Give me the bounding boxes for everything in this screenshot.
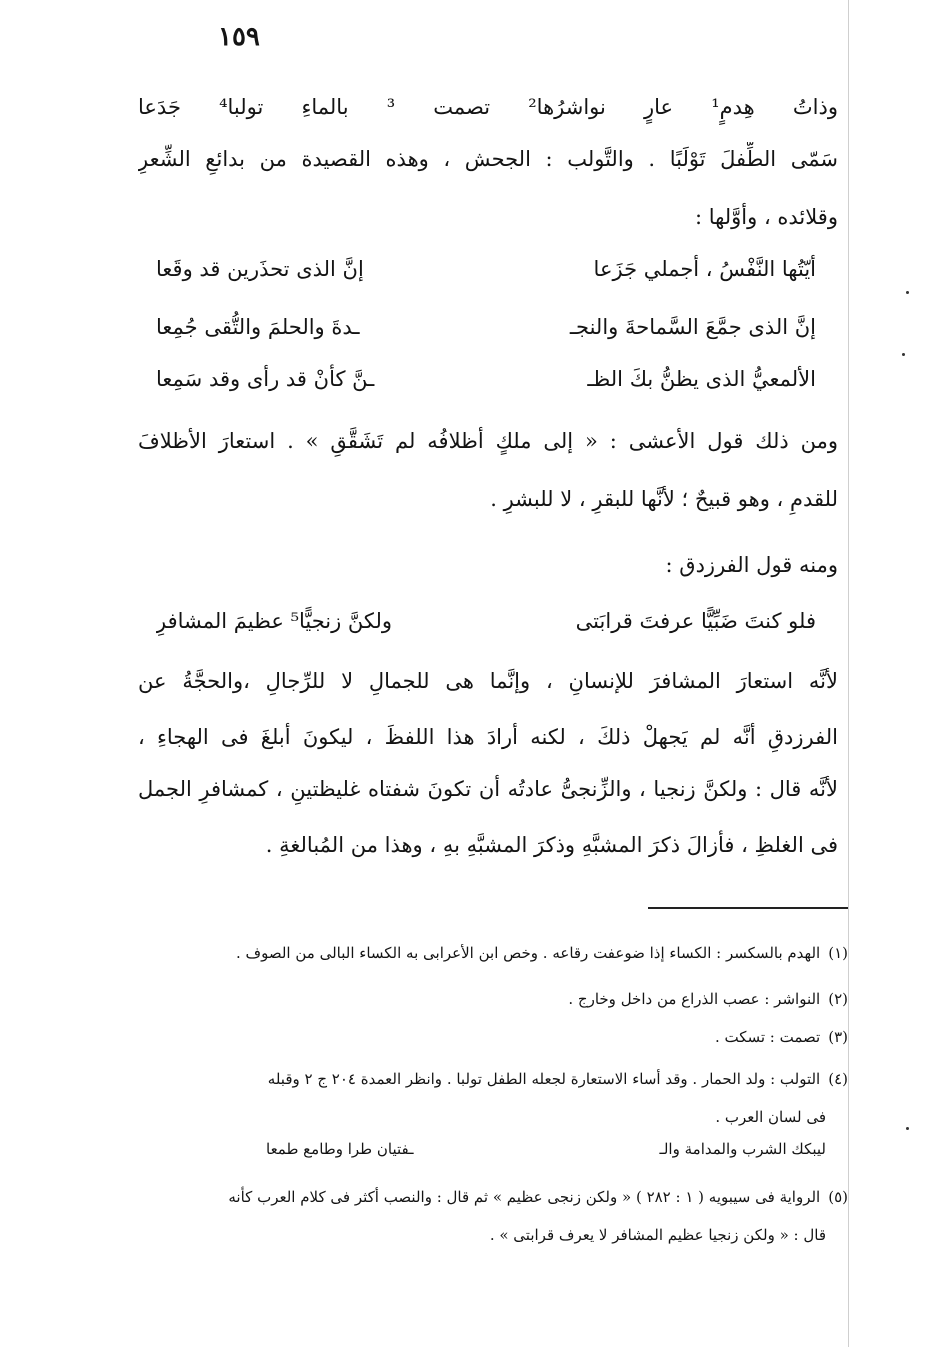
body-line: ومن ذلك قول الأعشى : « إلى ملكٍ أظلافُه لم تَشَقَّقِ » . استعارَ الأظلافَ (138, 429, 838, 453)
footnote-number: (٤) (828, 1070, 848, 1088)
verse-first-hemistich: أيّتُها النَّفْسُ ، أجملي جَزَعا (593, 257, 816, 281)
footnote-text: النواشر : عصب الذراع من داخل وخارج . (568, 990, 821, 1008)
footnote-verse (266, 1136, 826, 1166)
body-line: للقدمِ ، وهو قبيحٌ ؛ لأنَّها للبقرِ ، لا للبشرِ . (490, 487, 838, 511)
footnote-text: تصمت : تسكت . (714, 1028, 821, 1046)
page-edge-line (848, 0, 849, 1347)
verse-second-hemistich: إنَّ الذى تحذَرين قد وقَعا (156, 257, 364, 281)
body-line: سَمّى الطِّفلَ تَوْلَبًا . والتَّولب : الجحش ، وهذه القصيدة من بدائعِ الشِّعرِ (138, 147, 838, 171)
footnote (148, 1066, 848, 1096)
verse-second-hemistich: ـدةَ والحلمَ والتُّقى جُمِعا (156, 315, 360, 339)
footnote-number: (٢) (828, 990, 848, 1008)
verse-first-hemistich: الألمعيُّ الذى يظنُّ بكَ الظـ (587, 367, 816, 391)
body-line: وقلائده ، وأوَّلها : (694, 205, 838, 229)
body-line: لأنَّه استعارَ المشافرَ للإنسانِ ، وإنَّما هى للجمالِ لا للرِّجالِ ،والحجَّةُ عن (138, 669, 838, 693)
footnote-number: (٥) (828, 1188, 848, 1206)
footnote-text: الهدم بالسكسر : الكساء إذا ضوعفت رقاعه . وخص ابن الأعرابى به الكساء البالى من الصوف . (236, 944, 821, 962)
body-line: الفرزدقِ أنَّه لم يَجهلْ ذلكَ ، لكنه أرادَ هذا اللفظَ ، ليكونَ أبلغَ فى الهجاءِ ، (138, 725, 838, 749)
scan-speck (902, 353, 905, 356)
page-number: ١٥٩ (218, 22, 260, 52)
scan-speck (906, 1127, 909, 1130)
verse-second-hemistich: ـنَّ كأنْ قد رأى وقد سَمِعا (156, 367, 375, 391)
footnote (148, 1024, 848, 1054)
body-line: لأنَّه قال : ولكنَّ زنجيا ، والزِّنجىُّ عادتُه أن تكونَ شفتاه غليظتينِ ، كمشافرِ الجمل (138, 777, 838, 801)
footnote-divider (648, 907, 848, 909)
footnote-number: (٣) (828, 1028, 848, 1046)
verse-line (156, 362, 816, 402)
verse-first-hemistich: إنَّ الذى جمَّعَ السَّماحةَ والنجـ (569, 315, 816, 339)
footnote (148, 986, 848, 1016)
footnote-number: (١) (828, 944, 848, 962)
verse-line (156, 310, 816, 350)
scan-speck (906, 291, 909, 294)
footnote-text: التولب : ولد الحمار . وقد أساء الاستعارة لجعله الطفل تولبا . وانظر العمدة ٢٠٤ ج ٢ وقبله (267, 1070, 821, 1088)
body-line: وذاتُ هِدمٍ¹ عارٍ نواشرُها² تصمت ³ بالماءِ تولبا⁴ جَدَعا (138, 95, 838, 119)
verse-second-hemistich: ـفتيان طرا وطامع طمعا (266, 1140, 414, 1158)
footnote-continuation: فى لسان العرب . (715, 1108, 826, 1126)
body-line: ومنه قول الفرزدق : (665, 553, 838, 577)
verse-first-hemistich: فلو كنتَ ضَبِّيًّا عرفتَ قرابَتى (575, 609, 816, 633)
footnote (148, 1184, 848, 1214)
body-line: فى الغلظِ ، فأزالَ ذكرَ المشبَّهِ وذكرَ المشبَّهِ بهِ ، وهذا من المُبالغةِ . (265, 833, 838, 857)
verse-line (156, 604, 816, 644)
verse-second-hemistich: ولكنَّ زنجيًّا⁵ عظيمَ المشافرِ (156, 609, 393, 633)
footnote-continuation: قال : « ولكن زنجيا عظيم المشافر لا يعرف قرابتى » . (489, 1226, 826, 1244)
verse-line (156, 252, 816, 292)
footnote (148, 940, 848, 970)
verse-first-hemistich: ليبكك الشرب والمدامة والـ (659, 1140, 826, 1158)
footnote-text: الرواية فى سيبويه ( ١ : ٢٨٢ ) « ولكن زنجى عظيم » ثم قال : والنصب أكثر فى كلام العرب كأنه (228, 1188, 821, 1206)
